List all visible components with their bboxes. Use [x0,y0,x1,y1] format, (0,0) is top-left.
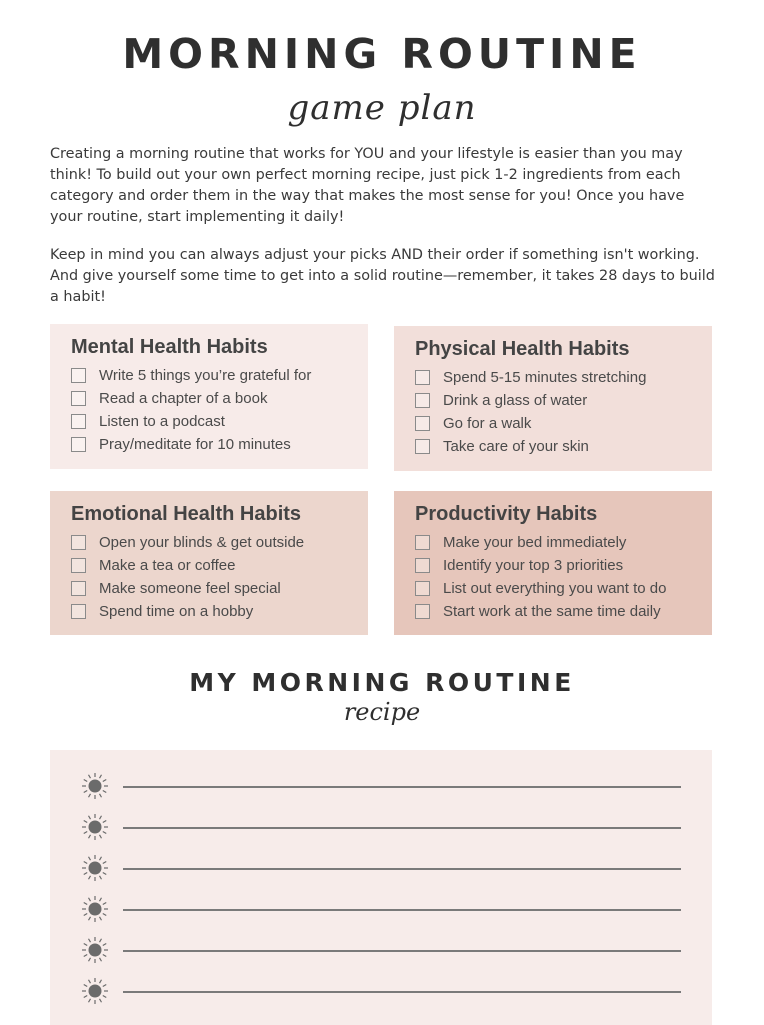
sun-icon [80,812,110,842]
habit-label: Make a tea or coffee [99,557,236,574]
checkbox[interactable] [71,581,86,596]
checkbox[interactable] [415,439,430,454]
sun-icon [80,853,110,883]
habit-item[interactable] [415,531,692,554]
habit-item[interactable] [415,389,692,412]
intro-paragraph-1: Creating a morning routine that works for YOU and your lifestyle is easier than you may think! To build out your own perfect morning recipe, just pick 1-2 ingredients from each category and order them in the way that makes the most sense for you! Once you have your routine, start implementing it daily! [50,146,685,225]
habit-label: Write 5 things you’re grateful for [99,367,312,384]
checkbox[interactable] [71,535,86,550]
write-line[interactable] [123,909,681,911]
sun-icon [80,935,110,965]
habit-label: Start work at the same time daily [443,603,661,620]
checkbox[interactable] [71,368,86,383]
habit-item[interactable] [71,387,348,410]
physical-health-card [394,326,712,471]
habit-item[interactable] [71,531,348,554]
page-subtitle: game plan [287,88,477,128]
checkbox[interactable] [415,416,430,431]
sun-icon [80,894,110,924]
habit-label: Take care of your skin [443,438,589,455]
recipe-line-row[interactable] [80,976,685,1006]
habit-label: Read a chapter of a book [99,390,268,407]
checkbox[interactable] [71,558,86,573]
checkbox[interactable] [415,604,430,619]
habit-item[interactable] [415,577,692,600]
page-title: MORNING ROUTINE [122,30,642,78]
checkbox[interactable] [71,437,86,452]
habit-item[interactable] [71,554,348,577]
write-line[interactable] [123,868,681,870]
habit-item[interactable] [415,554,692,577]
habit-item[interactable] [415,435,692,458]
recipe-line-row[interactable] [80,894,685,924]
habit-item[interactable] [415,412,692,435]
recipe-line-row[interactable] [80,853,685,883]
habit-item[interactable] [71,364,348,387]
productivity-card [394,491,712,635]
card-title: Mental Health Habits [71,336,268,358]
recipe-title: MY MORNING ROUTINE [189,668,575,697]
recipe-line-row[interactable] [80,812,685,842]
recipe-subtitle: recipe [343,698,421,726]
sun-icon [80,976,110,1006]
habit-label: Drink a glass of water [443,392,588,409]
habit-item[interactable] [71,600,348,623]
habit-label: Open your blinds & get outside [99,534,305,551]
checkbox[interactable] [71,391,86,406]
card-title: Productivity Habits [415,503,598,525]
habit-item[interactable] [71,410,348,433]
checkbox[interactable] [71,414,86,429]
habit-item[interactable] [71,433,348,456]
habit-label: Make your bed immediately [443,534,627,551]
emotional-health-card [50,491,368,635]
checkbox[interactable] [415,393,430,408]
recipe-panel [50,750,712,1025]
habit-label: Go for a walk [443,415,532,432]
intro-paragraph-2: Keep in mind you can always adjust your picks AND their order if something isn't working. And give yourself some time to get into a solid routine—remember, it takes 28 days to build a habit! [50,247,715,305]
sun-icon [80,771,110,801]
habit-label: Identify your top 3 priorities [443,557,624,574]
habit-label: Make someone feel special [99,580,281,597]
habit-label: Listen to a podcast [99,413,225,430]
checkbox[interactable] [415,581,430,596]
habit-item[interactable] [415,600,692,623]
recipe-line-row[interactable] [80,771,685,801]
card-title: Emotional Health Habits [71,503,302,525]
checkbox[interactable] [415,558,430,573]
write-line[interactable] [123,991,681,993]
habit-label: Spend time on a hobby [99,603,254,620]
checkbox[interactable] [415,370,430,385]
mental-health-card [50,324,368,469]
checkbox[interactable] [71,604,86,619]
write-line[interactable] [123,827,681,829]
write-line[interactable] [123,786,681,788]
habit-label: List out everything you want to do [443,580,667,597]
habit-item[interactable] [71,577,348,600]
habit-item[interactable] [415,366,692,389]
habit-label: Spend 5-15 minutes stretching [443,369,647,386]
checkbox[interactable] [415,535,430,550]
write-line[interactable] [123,950,681,952]
recipe-line-row[interactable] [80,935,685,965]
card-title: Physical Health Habits [415,338,630,360]
habit-label: Pray/meditate for 10 minutes [99,436,291,453]
